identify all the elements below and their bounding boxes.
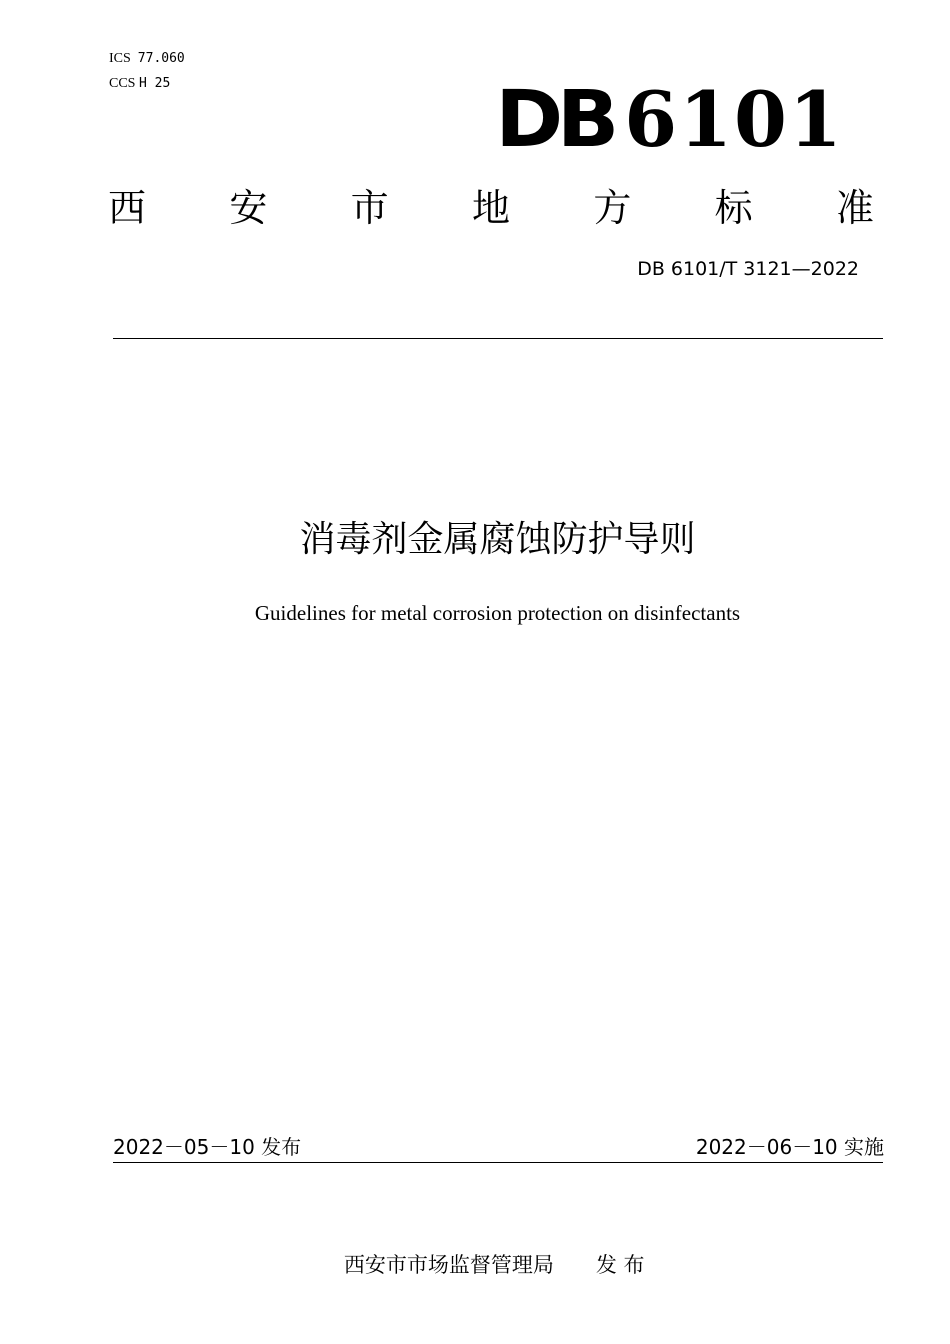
standard-number: DB 6101/T 3121—2022 (637, 258, 859, 280)
document-title-english: Guidelines for metal corrosion protection on disinfectants (254, 601, 741, 625)
standard-type-char: 西 (108, 186, 147, 230)
db-logo (495, 75, 844, 165)
ccs-label: CCS (109, 76, 136, 91)
classification-codes (109, 46, 185, 96)
issuer-line (0, 1225, 950, 1279)
ccs-value: H 25 (138, 76, 171, 91)
standard-type-char: 安 (229, 186, 268, 230)
standard-type-char: 市 (350, 186, 389, 230)
ics-value: 77.060 (137, 51, 185, 66)
document-title-chinese: 消毒剂金属腐蚀防护导则 (299, 519, 696, 560)
header-divider (113, 338, 883, 339)
standard-type-char: 方 (593, 186, 632, 230)
ics-code (109, 46, 185, 71)
effective-date: 2022－06－10 实施 (695, 1135, 884, 1159)
ccs-code (109, 71, 185, 96)
db-logo-prefix: DB (495, 75, 614, 165)
issuer-name: 西安市市场监督管理局 (343, 1253, 554, 1277)
standard-type-char: 地 (471, 186, 510, 230)
standard-type-char: 标 (714, 186, 753, 230)
issuer-action: 发 布 (595, 1253, 645, 1277)
standard-type-char: 准 (835, 186, 874, 230)
publish-date: 2022－05－10 发布 (113, 1135, 302, 1159)
standard-type-heading (108, 183, 874, 233)
footer-divider (113, 1162, 883, 1163)
ics-label: ICS (109, 51, 131, 66)
db-logo-code: 6101 (624, 75, 844, 164)
